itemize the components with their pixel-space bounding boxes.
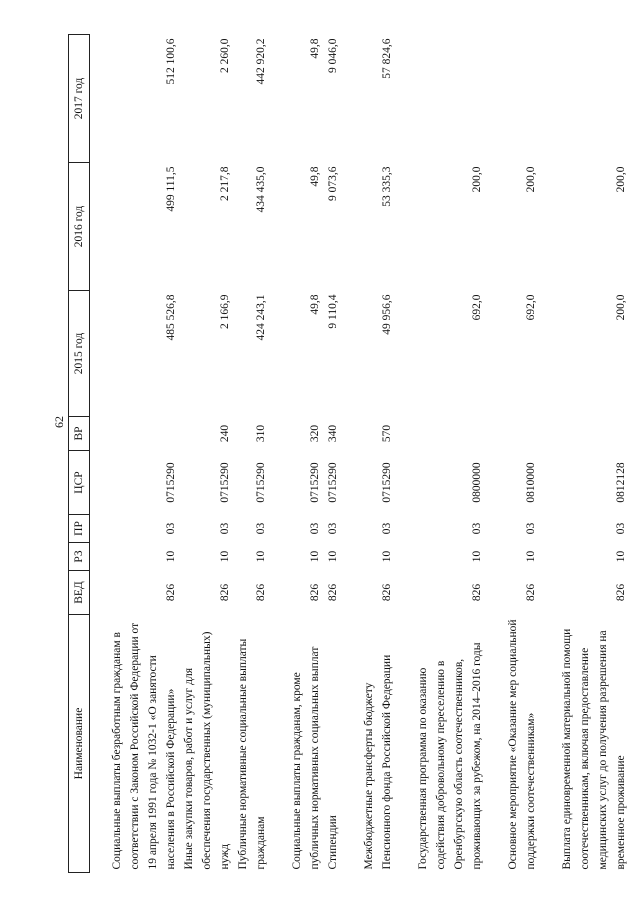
row-pr: 03 [470, 522, 483, 535]
row-pr: 03 [308, 522, 321, 535]
header-csr: ЦСР [69, 451, 90, 515]
row-ved: 826 [470, 583, 483, 602]
table-row [486, 35, 540, 873]
row-vr: 340 [326, 424, 339, 443]
row-csr: 0715290 [326, 462, 339, 503]
row-2016: 49,8 [308, 166, 321, 187]
header-rz: РЗ [69, 543, 90, 571]
row-vr: 570 [380, 424, 393, 443]
row-2017 [486, 35, 540, 163]
table-header-row [69, 35, 90, 873]
row-csr: 0800000 [470, 462, 483, 503]
row-ved: 826 [308, 583, 321, 602]
row-rz: 10 [308, 550, 321, 563]
row-2016: 200,0 [614, 166, 627, 193]
row-vr: 240 [218, 424, 231, 443]
rotated-table-container [68, 35, 627, 873]
table-row [540, 35, 630, 873]
row-2015: 200,0 [614, 294, 627, 321]
row-2016: 434 435,0 [254, 166, 267, 213]
row-pr: 03 [380, 522, 393, 535]
row-2017: 57 824,6 [380, 38, 393, 79]
row-2015: 692,0 [470, 294, 483, 321]
row-ved: 826 [614, 583, 627, 602]
row-2015: 49,8 [308, 294, 321, 315]
row-name: Выплата единовременной материальной помощи соотечественникам, включая предоставление медицинских услуг до получения разрешения на временное проживание [560, 628, 627, 870]
row-pr: 03 [326, 522, 339, 535]
row-rz: 10 [470, 550, 483, 563]
row-2015: 49 956,6 [380, 294, 393, 335]
table-row [324, 35, 342, 873]
row-ved: 826 [218, 583, 231, 602]
row-name: Государственная программа по оказанию содействия добровольному переселению в Оренбургскую область соотечественников, проживающих за рубежом, на 2014–2016 годы [416, 642, 483, 870]
row-2016: 200,0 [524, 166, 537, 193]
row-2015: 9 110,4 [326, 294, 339, 329]
row-2017: 9 046,0 [326, 38, 339, 73]
row-csr: 0715290 [164, 462, 177, 503]
row-2015: 692,0 [524, 294, 537, 321]
row-name: Основное мероприятие «Оказание мер социальной поддержки соотечественникам» [506, 619, 537, 870]
row-ved: 826 [326, 583, 339, 602]
row-csr: 0715290 [380, 462, 393, 503]
table-row [342, 35, 396, 873]
header-ved: ВЕД [69, 571, 90, 615]
row-csr: 0715290 [308, 462, 321, 503]
table-row [234, 35, 270, 873]
row-name: Социальные выплаты безработным гражданам в соответствии с Законом Российской Федерации от 19 апреля 1991 года № 1032-1 «О занятости населения в Российской Федерации» [110, 622, 177, 870]
row-ved: 826 [524, 583, 537, 602]
row-rz: 10 [164, 550, 177, 563]
row-2015: 485 526,8 [164, 294, 177, 341]
row-vr: 320 [308, 424, 321, 443]
row-pr: 03 [164, 522, 177, 535]
row-2016: 200,0 [470, 166, 483, 193]
row-2017: 49,8 [308, 38, 321, 59]
row-ved: 826 [164, 583, 177, 602]
header-2017: 2017 год [69, 35, 90, 163]
page-number: 62 [52, 416, 66, 428]
row-rz: 10 [218, 550, 231, 563]
header-name: Наименование [69, 615, 90, 873]
row-vr [90, 417, 180, 451]
row-2017: 442 920,2 [254, 38, 267, 85]
header-pr: ПР [69, 515, 90, 543]
row-pr: 03 [218, 522, 231, 535]
header-vr: ВР [69, 417, 90, 451]
row-vr [540, 417, 630, 451]
row-csr: 0810000 [524, 462, 537, 503]
row-2017 [396, 35, 486, 163]
row-2017: 512 100,6 [164, 38, 177, 85]
row-2017: 2 260,0 [218, 38, 231, 73]
row-rz: 10 [380, 550, 393, 563]
table-row [180, 35, 234, 873]
row-2016: 9 073,6 [326, 166, 339, 201]
row-rz: 10 [254, 550, 267, 563]
row-2015: 424 243,1 [254, 294, 267, 341]
header-2016: 2016 год [69, 163, 90, 291]
table-row [396, 35, 486, 873]
row-name: Межбюджетные трансферты бюджету Пенсионного фонда Российской Федерации [362, 654, 393, 870]
table-row [270, 35, 324, 873]
row-vr [486, 417, 540, 451]
row-vr: 310 [254, 424, 267, 443]
row-pr: 03 [524, 522, 537, 535]
budget-table [68, 34, 630, 873]
row-2016: 53 335,3 [380, 166, 393, 207]
row-csr: 0812128 [614, 462, 627, 503]
row-pr: 03 [614, 522, 627, 535]
row-rz: 10 [614, 550, 627, 563]
row-ved: 826 [254, 583, 267, 602]
row-pr: 03 [254, 522, 267, 535]
row-csr: 0715290 [254, 462, 267, 503]
row-csr: 0715290 [218, 462, 231, 503]
row-vr [396, 417, 486, 451]
row-name: Социальные выплаты гражданам, кроме публичных нормативных социальных выплат [290, 646, 321, 870]
row-rz: 10 [524, 550, 537, 563]
table-row [90, 35, 180, 873]
row-name: Стипендии [326, 815, 339, 870]
row-2016: 499 111,5 [164, 166, 177, 212]
row-name: Иные закупки товаров, работ и услуг для обеспечения государственных (муниципальных) нужд [182, 631, 231, 870]
row-name: Публичные нормативные социальные выплаты гражданам [236, 638, 267, 870]
row-2016: 2 217,8 [218, 166, 231, 201]
row-2017 [540, 35, 630, 163]
row-2015: 2 166,9 [218, 294, 231, 329]
row-ved: 826 [380, 583, 393, 602]
header-2015: 2015 год [69, 291, 90, 417]
row-rz: 10 [326, 550, 339, 563]
